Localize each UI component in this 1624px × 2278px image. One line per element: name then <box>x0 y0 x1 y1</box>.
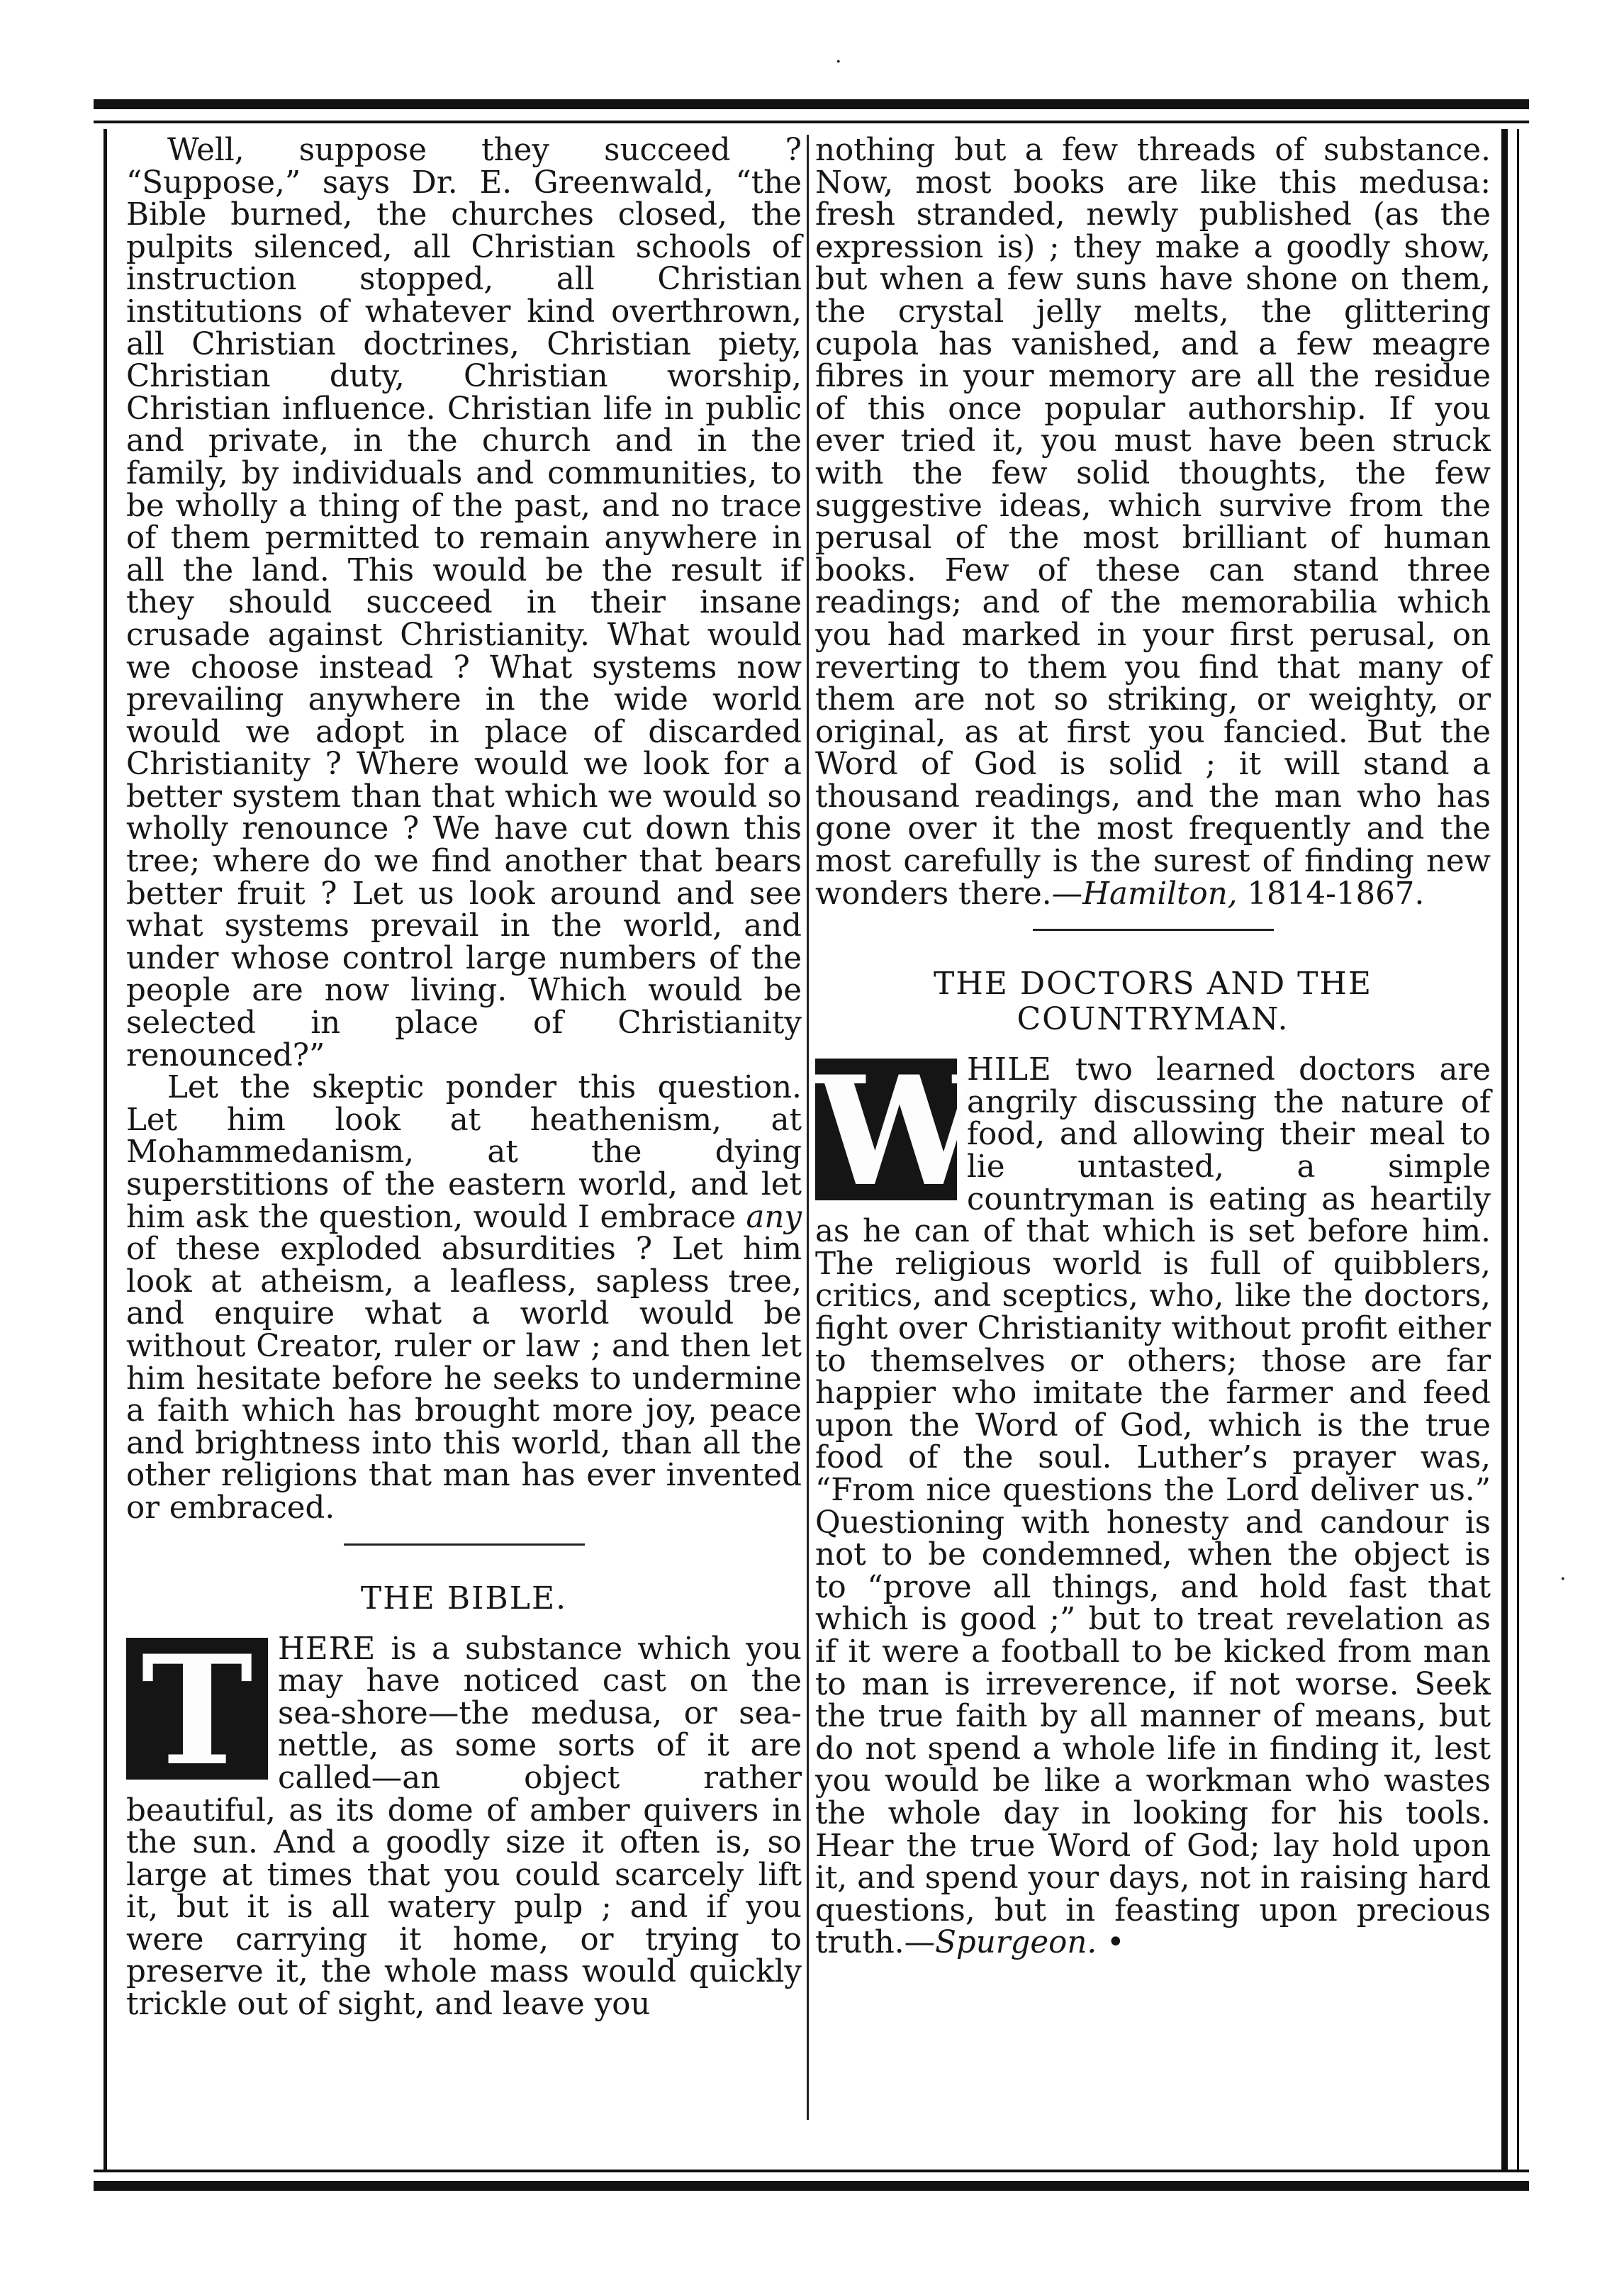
bible-continuation <box>815 135 1491 910</box>
doctors-heading: THE DOCTORS AND THE COUNTRYMAN. <box>934 966 1372 1038</box>
doctors-lead-caps: HILE <box>967 1052 1052 1088</box>
frame-left-border <box>103 129 107 2171</box>
doctors-end-mark: • <box>1097 1925 1125 1961</box>
bible-lead-caps: HERE <box>278 1631 376 1667</box>
doctors-paragraph <box>815 1043 1491 1961</box>
bible-paragraph <box>126 1621 802 2023</box>
stray-mark: · <box>1559 1567 1567 1592</box>
section-separator <box>344 1543 585 1546</box>
doctors-author: Spurgeon. <box>935 1925 1097 1961</box>
stray-mark: · <box>835 50 842 74</box>
skeptic-emphasis: any <box>746 1199 802 1235</box>
frame-right-border <box>1501 129 1508 2171</box>
skeptic-paragraph <box>126 1072 802 1524</box>
dropcap-w: W <box>815 1043 985 1220</box>
top-rule-light <box>94 121 1529 123</box>
bible-heading: THE BIBLE. <box>360 1580 568 1617</box>
bible-continuation-text: nothing but a few threads of substance. Now, most books are like this medusa: fresh stranded, newly published (as the expression is) ; they make a goodly show, but when a few suns have shone on them, the crystal jelly melts, the glittering cupola has vanished, and a few meagre fibres in your memory are all the residue of this once popular authorship. If you ever tried it, you must have been struck with the few solid thoughts, the few suggestive ideas, which survive from the perusal of the most brilliant of human books. Few of these can stand three readings; and of the memorabilia which you had marked in your first perusal, on reverting to them you find that many of them are not so striking, or weighty, or original, as at first you fancied. But the Word of God is solid ; it will stand a thousand readings, and the man who has gone over it the most frequently and the most carefully is the surest of finding new wonders there.— <box>815 133 1491 912</box>
bottom-rule-heavy <box>94 2181 1529 2191</box>
bottom-rule-light <box>94 2170 1529 2172</box>
left-column <box>126 135 802 2021</box>
bible-text: is a substance which you may have noticed cast on the sea-shore—the medusa, or sea-nettle, as some sorts of it are called—an object rather beautiful, as its dome of amber quivers in the sun. And a goodly size it often is, so large at times that you could scarcely lift it, but it is all watery pulp ; and if you were carrying it home, or trying to preserve it, the whole mass would quickly trickle out of sight, and leave you <box>126 1631 802 2023</box>
skeptic-text-a: Let the skeptic ponder this question. Let him look at heathenism, at Mohammedanism, at the dying superstitions of the eastern world, and let him ask the question, would I embrace <box>126 1070 802 1235</box>
column-divider <box>807 135 809 2120</box>
section-separator <box>1033 929 1274 931</box>
right-column <box>815 135 1491 1960</box>
doctors-text: two learned doctors are angrily discussing the nature of food, and allowing their meal to lie untasted, a simple countryman is eating as heartily as he can of that which is set before him. The religious world is full of quibblers, critics, and sceptics, who, like the doctors, fight over Christianity without profit either to themselves or others; those are far happier who imitate the farmer and feed upon the Word of God, which is the true food of the soul. Luther’s prayer was, “From nice questions the Lord deliver us.” Questioning with honesty and candour is not to be condemned, when the object is to “prove all things, and hold fast that which is good ;” but to treat revelation as if it were a football to be kicked from man to man is irreverence, if not worse. Seek the true faith by all manner of means, but do not spend a whole life in finding it, lest you would be like a workman who wastes the whole day in looking for his tools. Hear the true Word of God; lay hold upon it, and spend your days, not in raising hard questions, but in feasting upon precious truth.— <box>815 1052 1491 1961</box>
top-rule-heavy <box>94 99 1529 109</box>
bible-author-years: 1814-1867. <box>1237 876 1425 912</box>
greenwald-paragraph: Well, suppose they succeed ? “Suppose,” says Dr. E. Greenwald, “the Bible burned, the churches closed, the pulpits silenced, all Christian schools of instruction stopped, all Christian institutions of whatever kind overthrown, all Christian doctrines, Christian piety, Christian duty, Christian worship, Christian influence. Christian life in public and private, in the church and in the family, by individuals and communities, to be wholly a thing of the past, and no trace of them permitted to remain anywhere in all the land. This would be the result if they should succeed in their insane crusade against Christianity. What would we choose instead ? What systems now prevailing anywhere in the wide world would we adopt in place of discarded Christianity ? Where would we look for a better system than that which we would so wholly renounce ? We have cut down this tree; where do we find another that bears better fruit ? Let us look around and see what systems prevail in the world, and under whose control large numbers of the people are now living. Which would be selected in place of Christianity renounced?” <box>126 133 802 1073</box>
bible-author: Hamilton, <box>1082 876 1238 912</box>
dropcap-t: T <box>126 1638 268 1780</box>
skeptic-text-b: of these exploded absurdities ? Let him look at atheism, a leafless, sapless tree, and enquire what a world would be without Creator, ruler or law ; and then let him hesitate before he seeks to undermine a faith which has brought more joy, peace and brightness into this world, than all the other religions that man has ever invented or embraced. <box>126 1232 802 1526</box>
frame-right-border-outer <box>1517 129 1519 2171</box>
